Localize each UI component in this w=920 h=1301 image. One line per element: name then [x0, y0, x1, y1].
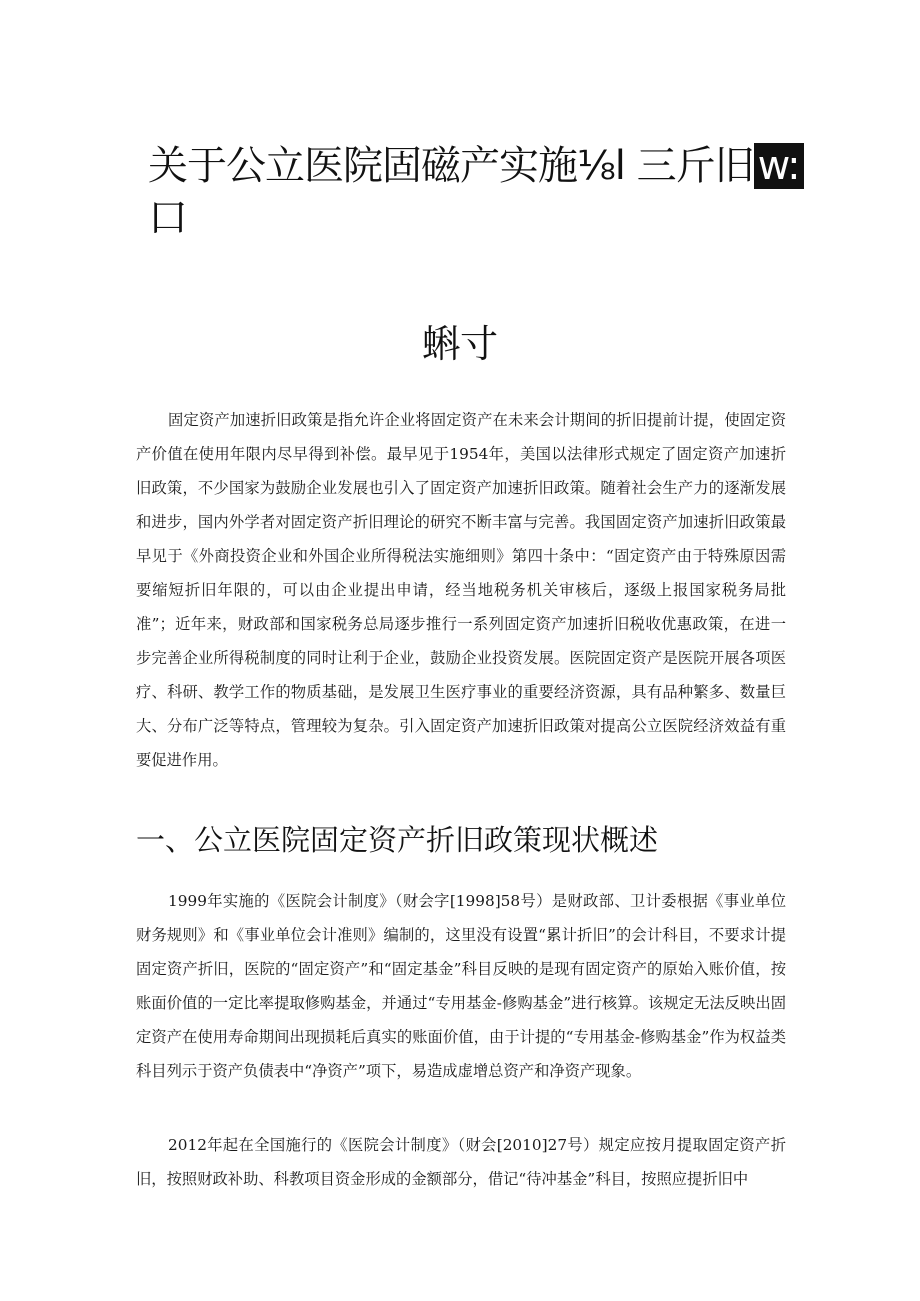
title-line-1-text: 关于公立医院固磁产实施⅛l 三斤旧: [148, 143, 754, 189]
title-line-2: 口: [148, 195, 187, 241]
section-heading-1: 一、公立医院固定资产折旧政策现状概述: [136, 823, 659, 857]
title-line-1: [148, 140, 800, 192]
paragraph-2012-policy: 2012年起在全国施行的《医院会计制度》（财会[2010]27号）规定应按月提取固定资产折旧，按照财政补助、科教项目资金形成的金额部分，借记“待冲基金”科目，按照应提折旧中: [136, 1136, 786, 1188]
paragraph-intro: 固定资产加速折旧政策是指允许企业将固定资产在未来会计期间的折旧提前计提，使固定资产价值在使用年限内尽早得到补偿。最早见于1954年，美国以法律形式规定了固定资产加速折旧政策，不少国家为鼓励企业发展也引入了固定资产加速折旧政策。随着社会生产力的逐渐发展和进步，国内外学者对固定资产折旧理论的研究不断丰富与完善。我国固定资产加速折旧政策最早见于《外商投资企业和外国企业所得税法实施细则》第四十条中：“固定资产由于特殊原因需要缩短折旧年限的，可以由企业提出申请，经当地税务机关审核后，逐级上报国家税务局批准”；近年来，财政部和国家税务总局逐步推行一系列固定资产加速折旧税收优惠政策，在进一步完善企业所得税制度的同时让利于企业，鼓励企业投资发展。医院固定资产是医院开展各项医疗、科研、教学工作的物质基础，是发展卫生医疗事业的重要经济资源，具有品种繁多、数量巨大、分布广泛等特点，管理较为复杂。引入固定资产加速折旧政策对提高公立医院经济效益有重要促进作用。: [136, 411, 786, 769]
document-subtitle: 蝌寸: [421, 322, 498, 366]
title-inverted-fragment: w:: [754, 143, 804, 189]
paragraph-1999-policy: 1999年实施的《医院会计制度》（财会字[1998]58号）是财政部、卫计委根据《事业单位财务规则》和《事业单位会计准则》编制的，这里没有设置“累计折旧”的会计科目，不要求计提固定资产折旧，医院的“固定资产”和“固定基金”科目反映的是现有固定资产的原始入账价值，按账面价值的一定比率提取修购基金，并通过“专用基金-修购基金”进行核算。该规定无法反映出固定资产在使用寿命期间出现损耗后真实的账面价值，由于计提的“专用基金-修购基金”作为权益类科目列示于资产负债表中“净资产”项下，易造成虚增总资产和净资产现象。: [136, 892, 786, 1080]
document-title: [148, 140, 800, 244]
